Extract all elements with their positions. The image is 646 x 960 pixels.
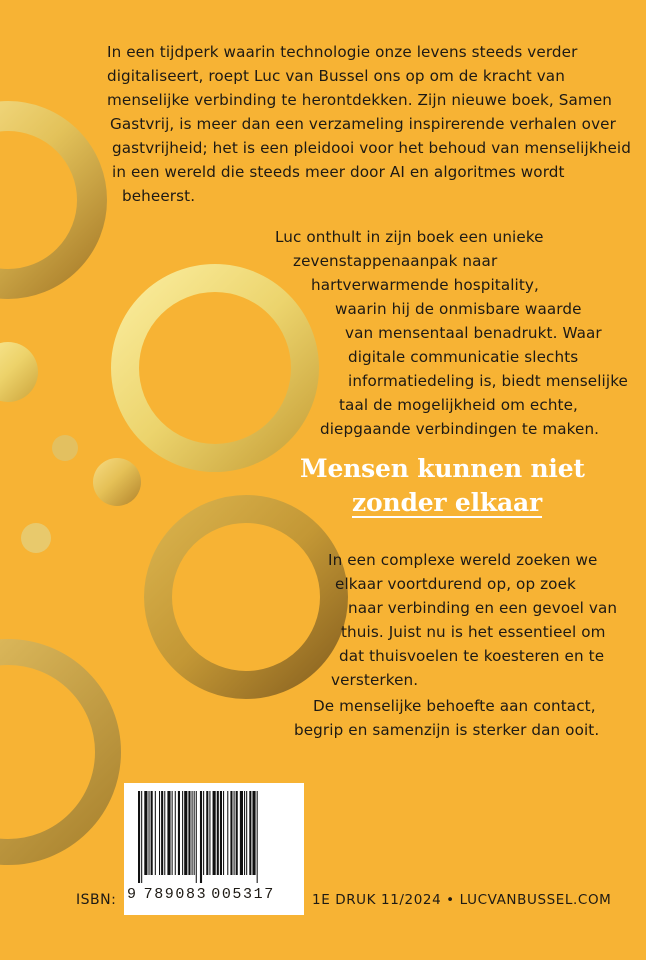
barcode-bar [234, 791, 235, 875]
barcode-bar [138, 791, 140, 883]
barcode-bar [240, 791, 243, 875]
intro-line: Gastvrij, is meer dan een verzameling inspirerende verhalen over [110, 115, 616, 133]
closing-line: De menselijke behoefte aan contact, [313, 697, 596, 715]
barcode-bar [213, 791, 216, 875]
method-line: digitale communicatie slechts [348, 348, 579, 366]
barcode-bar [220, 791, 222, 875]
barcode-bar [203, 791, 204, 875]
barcode-digits [124, 886, 304, 903]
barcode-bar [249, 791, 251, 875]
closing-line: In een complexe wereld zoeken we [328, 551, 598, 569]
barcode-bar [161, 791, 163, 875]
barcode-bar [164, 791, 165, 875]
method-line: informatiedeling is, biedt menselijke [348, 372, 628, 390]
intro-line: in een wereld die steeds meer door AI en algoritmes wordt [112, 163, 565, 181]
heading-line-1: Mensen kunnen niet [300, 454, 585, 483]
barcode-bar [230, 791, 232, 875]
barcode-bar [223, 791, 224, 875]
closing-paragraph-2 [0, 694, 646, 742]
isbn-label: ISBN: [76, 892, 117, 908]
barcode-bar [141, 791, 142, 883]
barcode-bar [252, 791, 255, 875]
barcode-bar [184, 791, 187, 875]
imprint-line: 1E DRUK 11/2024 • LUCVANBUSSEL.COM [312, 892, 612, 908]
intro-line: In een tijdperk waarin technologie onze levens steeds verder [107, 43, 578, 61]
barcode-bar [236, 791, 238, 875]
closing-paragraph-1 [0, 548, 646, 692]
intro-line: digitaliseert, roept Luc van Bussel ons op om de kracht van [107, 67, 565, 85]
method-line: van mensentaal benadrukt. Waar [345, 324, 602, 342]
barcode-bar [178, 791, 180, 875]
closing-line: thuis. Juist nu is het essentieel om [341, 623, 606, 641]
barcode-bar [257, 791, 258, 883]
barcode-bar [182, 791, 183, 875]
method-line: hartverwarmende hospitality, [311, 276, 539, 294]
barcode-bar [172, 791, 173, 875]
barcode-bar [246, 791, 247, 875]
barcode-group-2: 005317 [211, 886, 275, 903]
barcode-bar [227, 791, 228, 875]
method-paragraph [0, 225, 646, 441]
pull-quote-heading [300, 452, 585, 520]
barcode-bar [188, 791, 190, 875]
barcode-bar [209, 791, 210, 875]
method-line: Luc onthult in zijn boek een unieke [275, 228, 544, 246]
barcode-bar [144, 791, 147, 875]
closing-line: naar verbinding en een gevoel van [348, 599, 618, 617]
barcode-first-digit: 9 [127, 886, 138, 903]
barcode-bar [159, 791, 160, 875]
closing-line: elkaar voortdurend op, op zoek [335, 575, 576, 593]
method-line: zevenstappenaanpak naar [293, 252, 498, 270]
closing-line: versterken. [331, 671, 419, 689]
barcode-bar [155, 791, 156, 875]
method-line: taal de mogelijkheid om echte, [339, 396, 578, 414]
gold-dot [93, 458, 141, 506]
barcode-group-1: 789083 [143, 886, 208, 903]
barcode-bar [175, 791, 176, 875]
intro-line: menselijke verbinding te herontdekken. Zijn nieuwe boek, Samen [107, 91, 612, 109]
intro-line: beheerst. [122, 187, 196, 205]
barcode-bar [149, 791, 150, 875]
barcode-bar [244, 791, 245, 875]
barcode-bar [151, 791, 153, 875]
method-line: waarin hij de onmisbare waarde [335, 300, 582, 318]
barcode-bar [200, 791, 202, 883]
intro-paragraph [107, 40, 631, 208]
barcode-bar [194, 791, 195, 875]
closing-line: begrip en samenzijn is sterker dan ooit. [294, 721, 600, 739]
intro-line: gastvrijheid; het is een pleidooi voor het behoud van menselijkheid [112, 139, 631, 157]
barcode-bar [206, 791, 208, 875]
isbn-barcode [124, 783, 304, 915]
barcode-bar [217, 791, 219, 875]
barcode-bar [192, 791, 193, 875]
heading-line-2: zonder elkaar [352, 488, 543, 517]
barcode-bar [167, 791, 170, 875]
closing-line: dat thuisvoelen te koesteren en te [339, 647, 605, 665]
method-line: diepgaande verbindingen te maken. [320, 420, 600, 438]
barcode-bar [196, 791, 197, 883]
barcode-bars [132, 791, 296, 883]
